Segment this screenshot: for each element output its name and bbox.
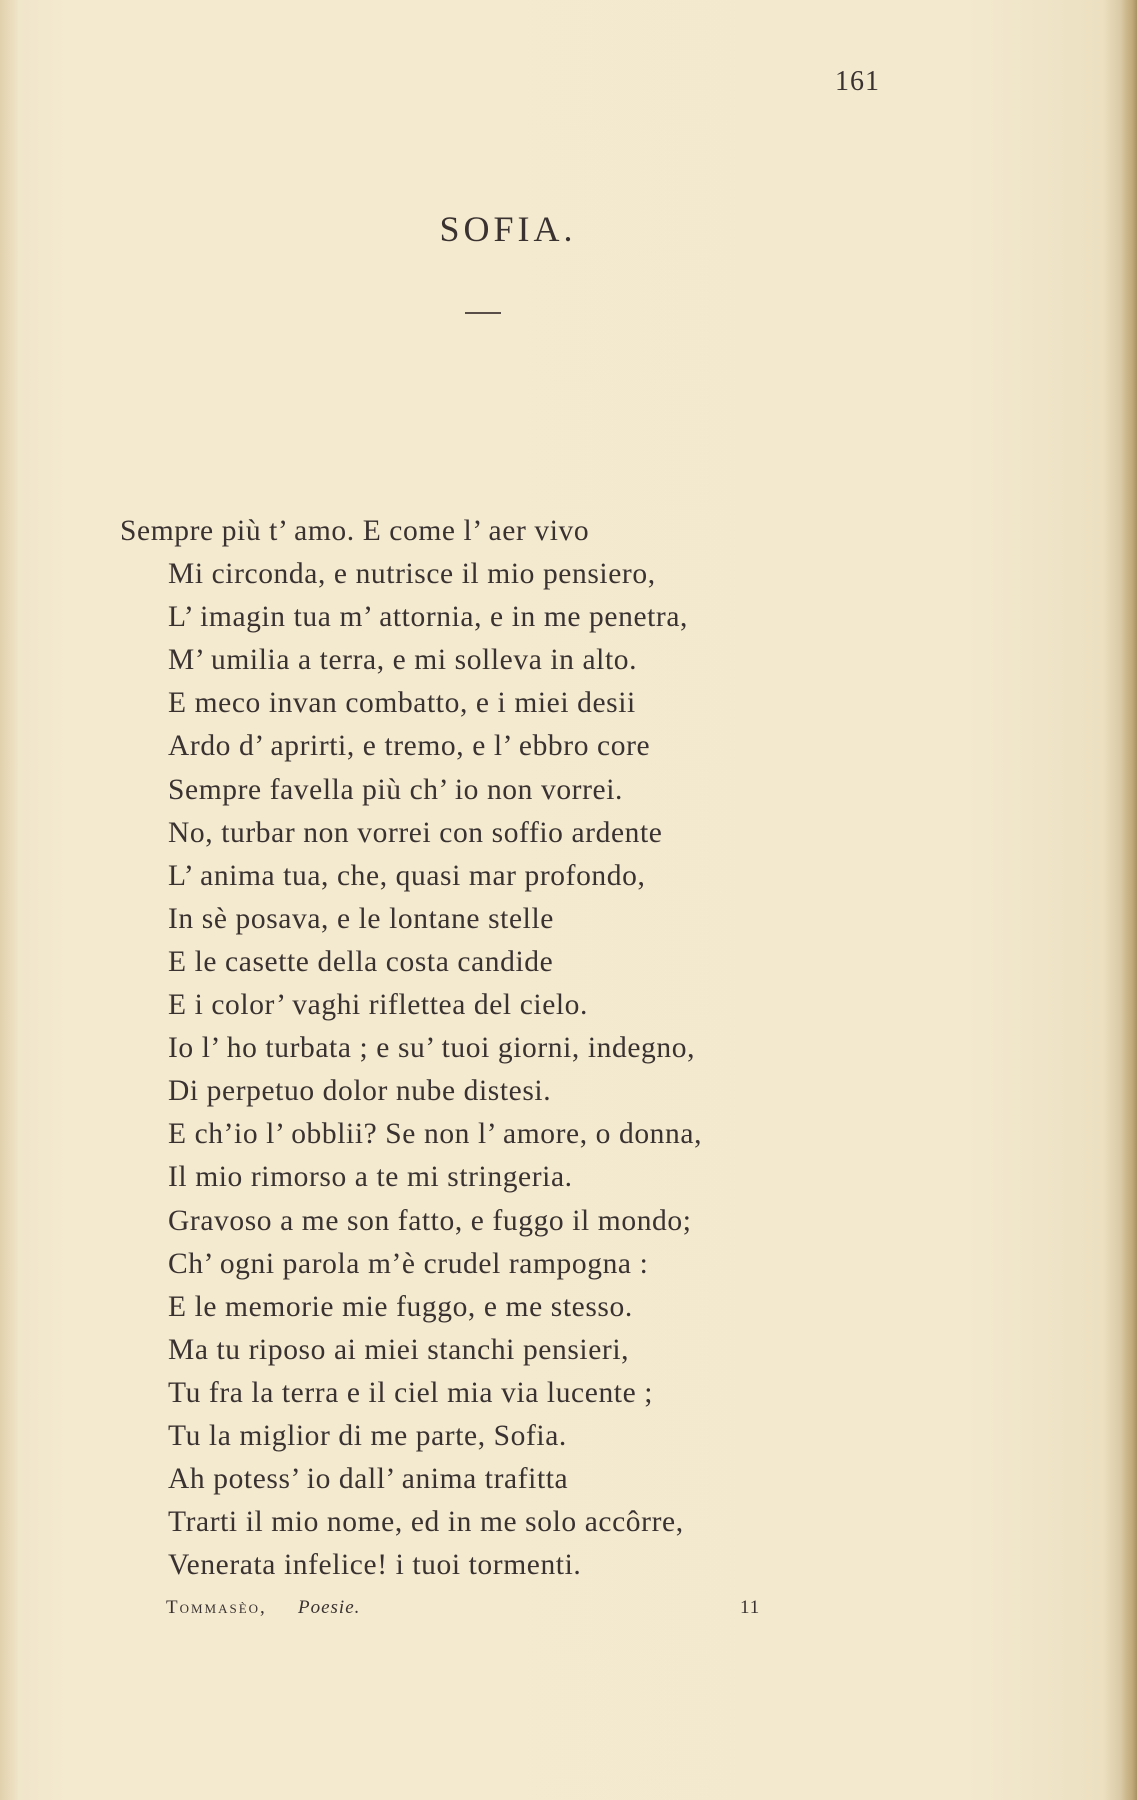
poem-title: SOFIA. [439, 209, 577, 249]
verse-line: E i color’ vaghi riflettea del cielo. [168, 989, 589, 1022]
verse-line: L’ imagin tua m’ attornia, e in me penetra, [168, 601, 689, 634]
verse-line: Il mio rimorso a te mi stringeria. [168, 1161, 573, 1194]
footer-work-title: Poesie. [298, 1597, 361, 1618]
verse-line: Tu la miglior di me parte, Sofia. [168, 1419, 567, 1452]
footer-author: Tommasèo, [166, 1597, 267, 1618]
verse-line: L’ anima tua, che, quasi mar profondo, [168, 859, 646, 892]
verse-line: Sempre più t’ amo. E come l’ aer vivo [120, 515, 590, 547]
verse-line: Ardo d’ aprirti, e tremo, e l’ ebbro core [168, 730, 651, 763]
verse-line: M’ umilia a terra, e mi solleva in alto. [168, 644, 638, 677]
verse-line: Gravoso a me son fatto, e fuggo il mondo; [168, 1204, 692, 1237]
verse-line: Di perpetuo dolor nube distesi. [168, 1075, 552, 1108]
page-edge-right [1121, 0, 1137, 1800]
poem-body [120, 510, 880, 1587]
verse-line: Tu fra la terra e il ciel mia via lucente ; [168, 1376, 654, 1409]
page-number: 161 [835, 66, 880, 97]
title-rule [465, 312, 501, 314]
page-footer [166, 1597, 766, 1627]
verse-line: Ma tu riposo ai miei stanchi pensieri, [168, 1333, 630, 1366]
page-edge-left [0, 0, 18, 1800]
verse-line: Sempre favella più ch’ io non vorrei. [168, 773, 623, 806]
verse-line: E ch’io l’ obblii? Se non l’ amore, o donna, [168, 1118, 703, 1151]
verse-line: E meco invan combatto, e i miei desii [168, 687, 636, 720]
verse-line: Io l’ ho turbata ; e su’ tuoi giorni, indegno, [168, 1032, 696, 1065]
verse-line: Trarti il mio nome, ed in me solo accôrre, [168, 1506, 684, 1539]
verse-line: No, turbar non vorrei con soffio ardente [168, 816, 663, 849]
footer-signature-mark: 11 [740, 1597, 761, 1618]
verse-line: In sè posava, e le lontane stelle [168, 902, 554, 935]
verse-line: Ch’ ogni parola m’è crudel rampogna : [168, 1247, 649, 1280]
verse-line: Ah potess’ io dall’ anima trafitta [168, 1463, 569, 1496]
verse-line: Mi circonda, e nutrisce il mio pensiero, [168, 558, 656, 591]
verse-line: Venerata infelice! i tuoi tormenti. [168, 1549, 582, 1582]
verse-line: E le casette della costa candide [168, 945, 554, 978]
verse-line: E le memorie mie fuggo, e me stesso. [168, 1290, 633, 1323]
